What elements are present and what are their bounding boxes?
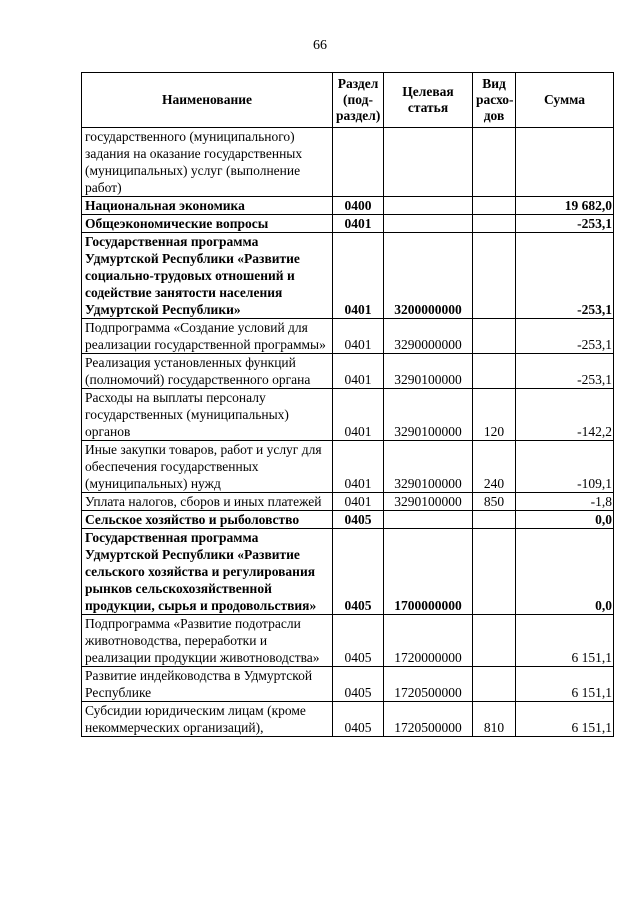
row-article bbox=[384, 197, 473, 215]
row-article: 1720500000 bbox=[384, 667, 473, 702]
table-row bbox=[82, 233, 614, 319]
row-section: 0401 bbox=[333, 319, 384, 354]
row-section: 0405 bbox=[333, 702, 384, 737]
row-article: 3290100000 bbox=[384, 389, 473, 441]
row-section: 0401 bbox=[333, 441, 384, 493]
row-sum: -109,1 bbox=[516, 441, 614, 493]
row-sum: 0,0 bbox=[516, 529, 614, 615]
table-header-row bbox=[82, 73, 614, 128]
row-article: 3290100000 bbox=[384, 493, 473, 511]
row-sum: 6 151,1 bbox=[516, 702, 614, 737]
row-section: 0405 bbox=[333, 667, 384, 702]
row-type bbox=[473, 354, 516, 389]
row-section: 0400 bbox=[333, 197, 384, 215]
row-article bbox=[384, 511, 473, 529]
row-name: Общеэкономические вопросы bbox=[82, 215, 333, 233]
row-type bbox=[473, 667, 516, 702]
row-name: Уплата налогов, сборов и иных платежей bbox=[82, 493, 333, 511]
row-sum bbox=[516, 128, 614, 197]
header-section: Раздел (под-раздел) bbox=[333, 73, 384, 128]
table-row bbox=[82, 354, 614, 389]
row-name: Национальная экономика bbox=[82, 197, 333, 215]
row-section: 0401 bbox=[333, 493, 384, 511]
row-article: 3290100000 bbox=[384, 354, 473, 389]
row-sum: -253,1 bbox=[516, 233, 614, 319]
row-name: Подпрограмма «Создание условий для реализации государственной программы» bbox=[82, 319, 333, 354]
row-sum: -253,1 bbox=[516, 319, 614, 354]
table-row bbox=[82, 319, 614, 354]
row-type bbox=[473, 197, 516, 215]
row-name: государственного (муниципального) задания на оказание государственных (муниципальных) услуг (выполнение работ) bbox=[82, 128, 333, 197]
table-row bbox=[82, 493, 614, 511]
header-name: Наименование bbox=[82, 73, 333, 128]
row-article: 3290100000 bbox=[384, 441, 473, 493]
table-row bbox=[82, 511, 614, 529]
row-type bbox=[473, 319, 516, 354]
row-sum: -253,1 bbox=[516, 215, 614, 233]
row-name: Субсидии юридическим лицам (кроме некоммерческих организаций), bbox=[82, 702, 333, 737]
row-article: 1720500000 bbox=[384, 702, 473, 737]
table-row bbox=[82, 197, 614, 215]
row-name: Расходы на выплаты персоналу государственных (муниципальных) органов bbox=[82, 389, 333, 441]
row-type bbox=[473, 233, 516, 319]
budget-table bbox=[81, 72, 614, 737]
row-section bbox=[333, 128, 384, 197]
row-type bbox=[473, 529, 516, 615]
row-section: 0401 bbox=[333, 389, 384, 441]
row-name: Подпрограмма «Развитие подотрасли животноводства, переработки и реализации продукции животноводства» bbox=[82, 615, 333, 667]
row-sum: 6 151,1 bbox=[516, 615, 614, 667]
row-name: Сельское хозяйство и рыболовство bbox=[82, 511, 333, 529]
table-row bbox=[82, 615, 614, 667]
row-article: 1700000000 bbox=[384, 529, 473, 615]
row-type bbox=[473, 511, 516, 529]
table-row bbox=[82, 215, 614, 233]
row-name: Государственная программа Удмуртской Республики «Развитие сельского хозяйства и регулирования рынков сельскохозяйственной продукции, сырья и продовольствия» bbox=[82, 529, 333, 615]
row-article: 1720000000 bbox=[384, 615, 473, 667]
row-sum: 6 151,1 bbox=[516, 667, 614, 702]
row-type: 120 bbox=[473, 389, 516, 441]
header-sum: Сумма bbox=[516, 73, 614, 128]
row-type bbox=[473, 215, 516, 233]
row-section: 0401 bbox=[333, 354, 384, 389]
row-name: Развитие индейководства в Удмуртской Республике bbox=[82, 667, 333, 702]
table-row bbox=[82, 702, 614, 737]
table-row bbox=[82, 389, 614, 441]
page-number: 66 bbox=[313, 38, 327, 53]
row-section: 0401 bbox=[333, 233, 384, 319]
row-name: Реализация установленных функций (полномочий) государственного органа bbox=[82, 354, 333, 389]
row-sum: -142,2 bbox=[516, 389, 614, 441]
row-type: 240 bbox=[473, 441, 516, 493]
row-name: Иные закупки товаров, работ и услуг для обеспечения государственных (муниципальных) нужд bbox=[82, 441, 333, 493]
table-row bbox=[82, 529, 614, 615]
header-type: Вид расхо-дов bbox=[473, 73, 516, 128]
row-type bbox=[473, 615, 516, 667]
row-type: 850 bbox=[473, 493, 516, 511]
row-section: 0401 bbox=[333, 215, 384, 233]
table-row bbox=[82, 667, 614, 702]
row-section: 0405 bbox=[333, 529, 384, 615]
table-row bbox=[82, 441, 614, 493]
row-name: Государственная программа Удмуртской Республики «Развитие социально-трудовых отношений и содействие занятости населения Удмуртской Республики» bbox=[82, 233, 333, 319]
row-article bbox=[384, 128, 473, 197]
row-article: 3200000000 bbox=[384, 233, 473, 319]
row-type bbox=[473, 128, 516, 197]
header-article: Целевая статья bbox=[384, 73, 473, 128]
row-sum: -1,8 bbox=[516, 493, 614, 511]
row-article bbox=[384, 215, 473, 233]
row-type: 810 bbox=[473, 702, 516, 737]
row-article: 3290000000 bbox=[384, 319, 473, 354]
table-body bbox=[82, 128, 614, 737]
row-section: 0405 bbox=[333, 511, 384, 529]
row-sum: 19 682,0 bbox=[516, 197, 614, 215]
row-sum: 0,0 bbox=[516, 511, 614, 529]
row-section: 0405 bbox=[333, 615, 384, 667]
table-row bbox=[82, 128, 614, 197]
row-sum: -253,1 bbox=[516, 354, 614, 389]
